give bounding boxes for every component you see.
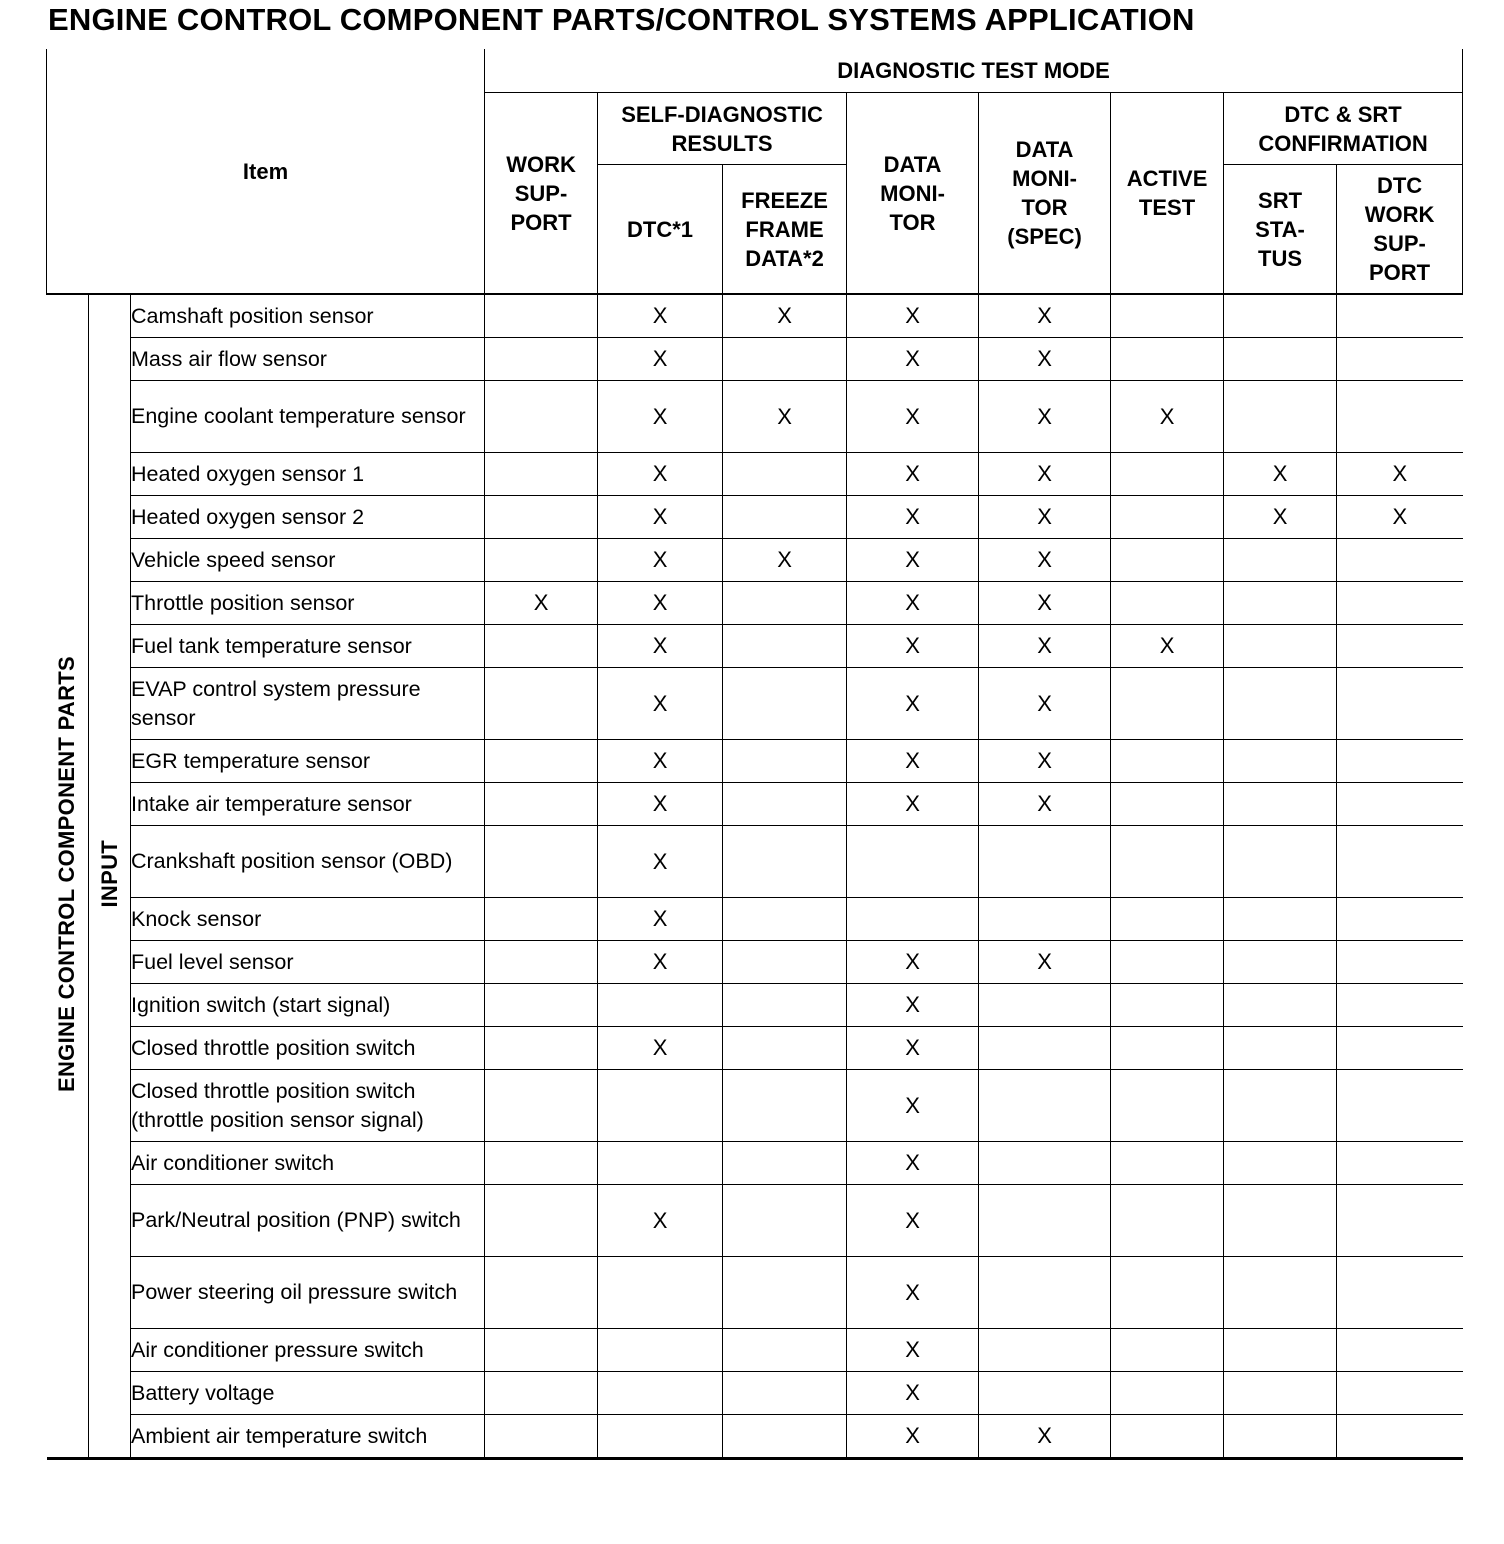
mark-cell-freeze-frame: [723, 338, 847, 381]
mark-cell-active-test: [1111, 539, 1224, 582]
mark-cell-srt-status: [1224, 294, 1337, 338]
mark-cell-dtc-work-support: [1337, 1329, 1463, 1372]
mark-cell-srt-status: [1224, 1372, 1337, 1415]
table-row: [47, 1329, 1463, 1372]
page-title: ENGINE CONTROL COMPONENT PARTS/CONTROL SYSTEMS APPLICATION: [48, 2, 1195, 37]
mark-cell-srt-status: [1224, 984, 1337, 1027]
item-name: Engine coolant temperature sensor: [131, 381, 485, 453]
mark-cell-work-support: [485, 1415, 598, 1459]
mark-cell-data-monitor-spec: [979, 826, 1111, 898]
mark-cell-active-test: [1111, 1142, 1224, 1185]
mark-cell-work-support: [485, 496, 598, 539]
mark-cell-dtc-work-support: [1337, 1415, 1463, 1459]
mark-cell-data-monitor-spec: [979, 984, 1111, 1027]
mark-cell-dtc-work-support: [1337, 1185, 1463, 1257]
mark-cell-active-test: [1111, 338, 1224, 381]
mark-cell-srt-status: [1224, 1142, 1337, 1185]
mark-cell-freeze-frame: [723, 740, 847, 783]
mark-cell-freeze-frame: X: [723, 381, 847, 453]
mark-cell-dtc: [598, 1257, 723, 1329]
item-name: EVAP control system pressure sensor: [131, 668, 485, 740]
mark-cell-srt-status: [1224, 539, 1337, 582]
mark-cell-work-support: [485, 668, 598, 740]
mark-cell-freeze-frame: [723, 783, 847, 826]
mark-cell-data-monitor-spec: [979, 1070, 1111, 1142]
mark-cell-dtc-work-support: [1337, 984, 1463, 1027]
mark-cell-freeze-frame: [723, 826, 847, 898]
table-row: [47, 941, 1463, 984]
mark-cell-data-monitor: X: [847, 668, 979, 740]
mark-cell-dtc-work-support: [1337, 1257, 1463, 1329]
mark-cell-work-support: [485, 453, 598, 496]
mark-cell-active-test: [1111, 898, 1224, 941]
mark-cell-work-support: [485, 1329, 598, 1372]
mark-cell-freeze-frame: X: [723, 539, 847, 582]
item-name: Heated oxygen sensor 1: [131, 453, 485, 496]
mark-cell-data-monitor: X: [847, 539, 979, 582]
mark-cell-work-support: X: [485, 582, 598, 625]
table-row: [47, 496, 1463, 539]
mark-cell-data-monitor: [847, 898, 979, 941]
mark-cell-work-support: [485, 625, 598, 668]
mark-cell-data-monitor-spec: X: [979, 381, 1111, 453]
mark-cell-srt-status: [1224, 898, 1337, 941]
mark-cell-active-test: [1111, 984, 1224, 1027]
mark-cell-dtc-work-support: [1337, 582, 1463, 625]
mark-cell-data-monitor-spec: X: [979, 539, 1111, 582]
subcategory-cell: [89, 294, 131, 1459]
item-name: Camshaft position sensor: [131, 294, 485, 338]
diagnostic-test-mode-header: DIAGNOSTIC TEST MODE: [485, 49, 1463, 93]
item-name: Closed throttle position switch: [131, 1027, 485, 1070]
mark-cell-work-support: [485, 826, 598, 898]
mark-cell-dtc-work-support: [1337, 1027, 1463, 1070]
mark-cell-dtc-work-support: [1337, 294, 1463, 338]
mark-cell-work-support: [485, 783, 598, 826]
mark-cell-dtc-work-support: [1337, 898, 1463, 941]
mark-cell-data-monitor-spec: [979, 898, 1111, 941]
mark-cell-srt-status: [1224, 941, 1337, 984]
mark-cell-dtc: X: [598, 826, 723, 898]
table-row: [47, 1070, 1463, 1142]
mark-cell-dtc-work-support: X: [1337, 496, 1463, 539]
data-monitor-spec-header: DATA MONI-TOR (SPEC): [979, 93, 1111, 295]
mark-cell-freeze-frame: [723, 668, 847, 740]
mark-cell-dtc-work-support: [1337, 740, 1463, 783]
self-diagnostic-results-header: SELF-DIAGNOSTIC RESULTS: [598, 93, 847, 165]
mark-cell-data-monitor-spec: X: [979, 941, 1111, 984]
mark-cell-dtc-work-support: [1337, 1372, 1463, 1415]
mark-cell-dtc-work-support: X: [1337, 453, 1463, 496]
mark-cell-srt-status: [1224, 381, 1337, 453]
mark-cell-data-monitor-spec: X: [979, 294, 1111, 338]
mark-cell-dtc: X: [598, 668, 723, 740]
mark-cell-data-monitor: X: [847, 294, 979, 338]
mark-cell-active-test: [1111, 1070, 1224, 1142]
table-row: [47, 381, 1463, 453]
active-test-header: ACTIVE TEST: [1111, 93, 1224, 295]
mark-cell-active-test: [1111, 740, 1224, 783]
mark-cell-data-monitor: X: [847, 1142, 979, 1185]
mark-cell-dtc: [598, 1142, 723, 1185]
mark-cell-data-monitor-spec: X: [979, 625, 1111, 668]
mark-cell-active-test: X: [1111, 625, 1224, 668]
item-header: Item: [47, 49, 485, 294]
mark-cell-dtc: X: [598, 625, 723, 668]
mark-cell-data-monitor: X: [847, 1257, 979, 1329]
mark-cell-active-test: [1111, 1185, 1224, 1257]
mark-cell-dtc: X: [598, 783, 723, 826]
table-row: [47, 1257, 1463, 1329]
work-support-header: WORK SUP-PORT: [485, 93, 598, 295]
mark-cell-dtc: [598, 1415, 723, 1459]
mark-cell-data-monitor-spec: [979, 1372, 1111, 1415]
mark-cell-data-monitor: X: [847, 625, 979, 668]
table-row: [47, 338, 1463, 381]
mark-cell-dtc: X: [598, 1185, 723, 1257]
mark-cell-work-support: [485, 381, 598, 453]
mark-cell-freeze-frame: [723, 1142, 847, 1185]
mark-cell-freeze-frame: [723, 1372, 847, 1415]
mark-cell-work-support: [485, 1142, 598, 1185]
table-row: [47, 582, 1463, 625]
mark-cell-active-test: [1111, 582, 1224, 625]
mark-cell-srt-status: [1224, 1027, 1337, 1070]
table-row: [47, 984, 1463, 1027]
mark-cell-data-monitor-spec: X: [979, 1415, 1111, 1459]
table-row: [47, 1027, 1463, 1070]
mark-cell-work-support: [485, 338, 598, 381]
mark-cell-dtc-work-support: [1337, 1142, 1463, 1185]
mark-cell-work-support: [485, 294, 598, 338]
mark-cell-data-monitor-spec: [979, 1027, 1111, 1070]
mark-cell-dtc: X: [598, 1027, 723, 1070]
mark-cell-active-test: [1111, 1027, 1224, 1070]
table-row: [47, 826, 1463, 898]
mark-cell-data-monitor: X: [847, 582, 979, 625]
mark-cell-dtc: [598, 984, 723, 1027]
table-row: [47, 1185, 1463, 1257]
mark-cell-data-monitor-spec: [979, 1185, 1111, 1257]
mark-cell-freeze-frame: [723, 1415, 847, 1459]
item-name: Ambient air temperature switch: [131, 1415, 485, 1459]
mark-cell-dtc-work-support: [1337, 668, 1463, 740]
mark-cell-data-monitor-spec: X: [979, 338, 1111, 381]
mark-cell-active-test: [1111, 294, 1224, 338]
mark-cell-dtc: [598, 1372, 723, 1415]
mark-cell-data-monitor: X: [847, 941, 979, 984]
table-row: [47, 783, 1463, 826]
subcategory-label: INPUT: [96, 839, 122, 908]
mark-cell-srt-status: [1224, 740, 1337, 783]
mark-cell-dtc-work-support: [1337, 941, 1463, 984]
mark-cell-dtc-work-support: [1337, 783, 1463, 826]
mark-cell-srt-status: [1224, 1329, 1337, 1372]
item-name: Heated oxygen sensor 2: [131, 496, 485, 539]
mark-cell-data-monitor-spec: X: [979, 496, 1111, 539]
mark-cell-work-support: [485, 984, 598, 1027]
mark-cell-data-monitor: X: [847, 1329, 979, 1372]
item-name: Air conditioner pressure switch: [131, 1329, 485, 1372]
mark-cell-data-monitor: X: [847, 381, 979, 453]
mark-cell-dtc: X: [598, 539, 723, 582]
mark-cell-freeze-frame: [723, 1257, 847, 1329]
mark-cell-work-support: [485, 740, 598, 783]
mark-cell-active-test: [1111, 668, 1224, 740]
mark-cell-data-monitor: X: [847, 453, 979, 496]
mark-cell-dtc: X: [598, 381, 723, 453]
mark-cell-dtc: X: [598, 294, 723, 338]
mark-cell-data-monitor-spec: [979, 1142, 1111, 1185]
mark-cell-dtc-work-support: [1337, 625, 1463, 668]
item-name: Ignition switch (start signal): [131, 984, 485, 1027]
mark-cell-dtc: X: [598, 740, 723, 783]
mark-cell-data-monitor: X: [847, 1415, 979, 1459]
mark-cell-dtc: X: [598, 496, 723, 539]
mark-cell-srt-status: [1224, 582, 1337, 625]
mark-cell-freeze-frame: [723, 496, 847, 539]
mark-cell-dtc-work-support: [1337, 539, 1463, 582]
mark-cell-data-monitor: X: [847, 740, 979, 783]
item-name: Vehicle speed sensor: [131, 539, 485, 582]
mark-cell-data-monitor: X: [847, 1070, 979, 1142]
mark-cell-dtc-work-support: [1337, 338, 1463, 381]
mark-cell-active-test: [1111, 1372, 1224, 1415]
application-table: [46, 49, 1463, 1460]
mark-cell-active-test: [1111, 783, 1224, 826]
table-row: [47, 668, 1463, 740]
table-row: [47, 625, 1463, 668]
mark-cell-data-monitor-spec: X: [979, 453, 1111, 496]
mark-cell-dtc: X: [598, 582, 723, 625]
mark-cell-freeze-frame: X: [723, 294, 847, 338]
table-row: [47, 453, 1463, 496]
mark-cell-srt-status: [1224, 783, 1337, 826]
mark-cell-active-test: [1111, 1415, 1224, 1459]
mark-cell-work-support: [485, 941, 598, 984]
mark-cell-srt-status: X: [1224, 496, 1337, 539]
mark-cell-freeze-frame: [723, 1070, 847, 1142]
mark-cell-work-support: [485, 539, 598, 582]
table-row: [47, 1142, 1463, 1185]
table-row: [47, 898, 1463, 941]
mark-cell-freeze-frame: [723, 625, 847, 668]
freeze-frame-data-header: FREEZE FRAME DATA*2: [723, 165, 847, 295]
mark-cell-freeze-frame: [723, 1329, 847, 1372]
mark-cell-active-test: [1111, 941, 1224, 984]
mark-cell-work-support: [485, 1070, 598, 1142]
item-name: Park/Neutral position (PNP) switch: [131, 1185, 485, 1257]
table-row: [47, 539, 1463, 582]
table-body: [47, 294, 1463, 1459]
data-monitor-header: DATA MONI-TOR: [847, 93, 979, 295]
item-name: Closed throttle position switch (throttle position sensor signal): [131, 1070, 485, 1142]
table-row: [47, 740, 1463, 783]
item-name: Mass air flow sensor: [131, 338, 485, 381]
item-name: Fuel level sensor: [131, 941, 485, 984]
mark-cell-work-support: [485, 1185, 598, 1257]
mark-cell-dtc: X: [598, 941, 723, 984]
mark-cell-freeze-frame: [723, 941, 847, 984]
mark-cell-dtc: [598, 1329, 723, 1372]
mark-cell-dtc-work-support: [1337, 381, 1463, 453]
table-row: [47, 1372, 1463, 1415]
mark-cell-work-support: [485, 1257, 598, 1329]
mark-cell-freeze-frame: [723, 984, 847, 1027]
mark-cell-data-monitor: X: [847, 1027, 979, 1070]
item-name: Throttle position sensor: [131, 582, 485, 625]
mark-cell-dtc: X: [598, 453, 723, 496]
mark-cell-data-monitor-spec: X: [979, 582, 1111, 625]
mark-cell-freeze-frame: [723, 453, 847, 496]
category-cell: [47, 294, 89, 1459]
mark-cell-dtc-work-support: [1337, 1070, 1463, 1142]
mark-cell-srt-status: [1224, 1415, 1337, 1459]
mark-cell-data-monitor: X: [847, 1185, 979, 1257]
table-row: [47, 1415, 1463, 1459]
mark-cell-srt-status: [1224, 826, 1337, 898]
mark-cell-active-test: [1111, 496, 1224, 539]
item-name: Air conditioner switch: [131, 1142, 485, 1185]
mark-cell-active-test: [1111, 826, 1224, 898]
mark-cell-data-monitor: [847, 826, 979, 898]
item-name: Fuel tank temperature sensor: [131, 625, 485, 668]
mark-cell-data-monitor: X: [847, 496, 979, 539]
dtc-work-support-header: DTC WORK SUP-PORT: [1337, 165, 1463, 295]
mark-cell-freeze-frame: [723, 898, 847, 941]
mark-cell-data-monitor: X: [847, 338, 979, 381]
item-name: Crankshaft position sensor (OBD): [131, 826, 485, 898]
mark-cell-data-monitor-spec: X: [979, 783, 1111, 826]
mark-cell-freeze-frame: [723, 1185, 847, 1257]
mark-cell-data-monitor: X: [847, 1372, 979, 1415]
mark-cell-srt-status: [1224, 1070, 1337, 1142]
mark-cell-active-test: [1111, 1257, 1224, 1329]
mark-cell-data-monitor-spec: X: [979, 668, 1111, 740]
item-name: Knock sensor: [131, 898, 485, 941]
mark-cell-work-support: [485, 1372, 598, 1415]
mark-cell-dtc: X: [598, 338, 723, 381]
mark-cell-srt-status: [1224, 338, 1337, 381]
mark-cell-work-support: [485, 898, 598, 941]
mark-cell-data-monitor-spec: [979, 1329, 1111, 1372]
mark-cell-srt-status: X: [1224, 453, 1337, 496]
mark-cell-data-monitor: X: [847, 984, 979, 1027]
item-name: EGR temperature sensor: [131, 740, 485, 783]
mark-cell-active-test: [1111, 453, 1224, 496]
mark-cell-data-monitor-spec: X: [979, 740, 1111, 783]
srt-status-header: SRT STA-TUS: [1224, 165, 1337, 295]
dtc-srt-confirmation-header: DTC & SRT CONFIRMATION: [1224, 93, 1463, 165]
mark-cell-data-monitor-spec: [979, 1257, 1111, 1329]
mark-cell-data-monitor: X: [847, 783, 979, 826]
mark-cell-srt-status: [1224, 668, 1337, 740]
mark-cell-srt-status: [1224, 625, 1337, 668]
category-label: ENGINE CONTROL COMPONENT PARTS: [54, 655, 80, 1092]
mark-cell-work-support: [485, 1027, 598, 1070]
mark-cell-dtc-work-support: [1337, 826, 1463, 898]
mark-cell-dtc: X: [598, 898, 723, 941]
dtc-header: DTC*1: [598, 165, 723, 295]
item-name: Power steering oil pressure switch: [131, 1257, 485, 1329]
table-row: [47, 294, 1463, 338]
item-name: Battery voltage: [131, 1372, 485, 1415]
mark-cell-active-test: X: [1111, 381, 1224, 453]
mark-cell-freeze-frame: [723, 1027, 847, 1070]
mark-cell-srt-status: [1224, 1257, 1337, 1329]
mark-cell-srt-status: [1224, 1185, 1337, 1257]
mark-cell-active-test: [1111, 1329, 1224, 1372]
mark-cell-dtc: [598, 1070, 723, 1142]
mark-cell-freeze-frame: [723, 582, 847, 625]
item-name: Intake air temperature sensor: [131, 783, 485, 826]
